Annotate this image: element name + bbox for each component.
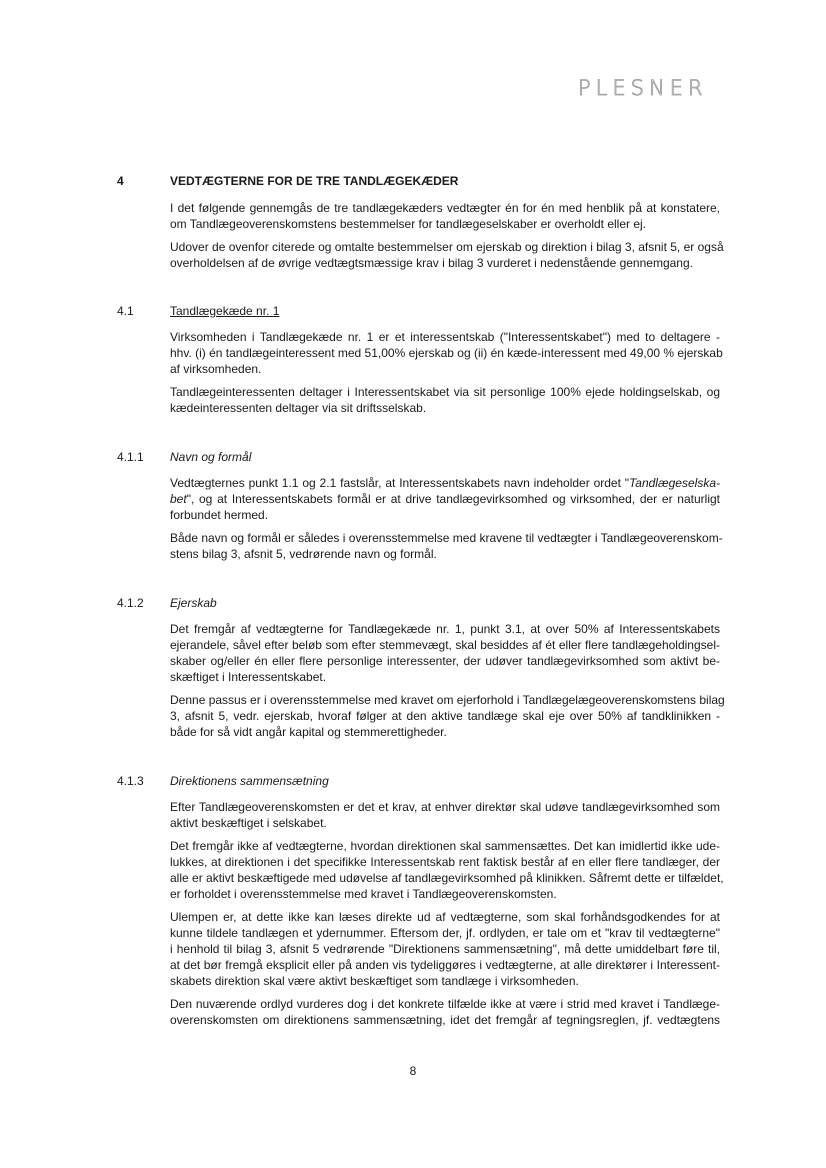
page-number: 8 <box>409 1064 417 1078</box>
text-line: at det bør fremgå eksplicit eller på anden vis tydeliggøres i vedtægterne, at alle direktører i Interessent- <box>170 958 720 972</box>
section-heading: Direktionens sammensætning <box>170 774 329 788</box>
paragraph <box>170 475 720 523</box>
text-line: af virksomheden. <box>170 362 262 376</box>
italic-text: bet <box>170 492 187 506</box>
text-line: I det følgende gennemgås de tre tandlægekæders vedtægter én for én med henblik på at konstatere, <box>170 201 720 215</box>
text-line: overholdelsen af de øvrige vedtægtsmæssige krav i bilag 3 vurderet i nedenstående gennemgang. <box>170 256 693 270</box>
section-number: 4.1.1 <box>117 450 144 464</box>
paragraph <box>170 530 723 562</box>
text-line: ejerandele, såvel efter beløb som efter stemmevægt, skal besiddes af ét eller flere tandlægeholdingsel- <box>170 638 720 652</box>
paragraph <box>170 329 723 377</box>
italic-text: Tandlægeselska- <box>629 476 720 490</box>
text-line <box>170 491 720 507</box>
section-number: 4 <box>117 174 124 188</box>
text-line: aktivt beskæftiget i selskabet. <box>170 816 327 830</box>
paragraph <box>170 200 720 232</box>
paragraph <box>170 384 720 416</box>
section-heading: Tandlægekæde nr. 1 <box>170 304 280 318</box>
text-line: Efter Tandlægeoverenskomsten er det et krav, at enhver direktør skal udøve tandlægevirksomhed som <box>170 800 720 814</box>
text-segment: ", og at Interessentskabets formål er at drive tandlægevirksomhed og virksomhed, der er naturligt <box>186 492 720 506</box>
text-line: lukkes, at direktionen i det specifikke Interessentskab rent faktisk består af en eller flere tandlæger, der <box>170 855 720 869</box>
paragraph <box>170 692 725 740</box>
text-segment: Vedtægternes punkt 1.1 og 2.1 fastslår, at Interessentskabets navn indeholder ordet " <box>170 476 630 490</box>
plesner-logo: PLESNER <box>578 76 708 100</box>
text-line: kædeinteressenten deltager via sit driftsselskab. <box>170 401 427 415</box>
text-line: Virksomheden i Tandlægekæde nr. 1 er et interessentskab ("Interessentskabet") med to deltagere - <box>170 330 720 344</box>
section-heading: Ejerskab <box>170 596 217 610</box>
paragraph <box>170 239 724 271</box>
text-line: Det fremgår af vedtægterne for Tandlægekæde nr. 1, punkt 3.1, at over 50% af Interessentskabets <box>170 622 720 636</box>
text-line: skæftiget i Interessentskabet. <box>170 670 327 684</box>
text-line: alle er aktivt beskæftigede med udøvelse af tandlægevirksomhed på klinikken. Såfremt dette er tilfældet, <box>170 871 724 885</box>
text-line: stens bilag 3, afsnit 5, vedrørende navn og formål. <box>170 547 437 561</box>
text-line <box>170 1012 720 1028</box>
paragraph <box>170 621 720 685</box>
text-line: er forholdet i overensstemmelse med kravet i Tandlægeoverenskomsten. <box>170 887 557 901</box>
text-line: Udover de ovenfor citerede og omtalte bestemmelser om ejerskab og direktion i bilag 3, afsnit 5, er også <box>170 240 724 254</box>
text-line: Den nuværende ordlyd vurderes dog i det konkrete tilfælde ikke at være i strid med kravet i Tandlæge- <box>170 997 720 1011</box>
section-number: 4.1 <box>117 304 134 318</box>
text-line: Ulempen er, at dette ikke kan læses direkte ud af vedtægterne, som skal forhåndsgodkendes for at <box>170 910 720 924</box>
section-heading: VEDTÆGTERNE FOR DE TRE TANDLÆGEKÆDER <box>170 174 459 188</box>
text-segment: overenskomsten om direktionens sammensætning, idet det fremgår af tegningsreglen, jf. vedtægtens <box>170 1013 720 1027</box>
text-line <box>170 475 720 491</box>
text-line: både for så vidt angår kapital og stemmerettigheder. <box>170 725 447 739</box>
section-heading: Navn og formål <box>170 450 252 464</box>
text-line: Det fremgår ikke af vedtægterne, hvordan direktionen skal sammensættes. Det kan imidlertid ikke ude- <box>170 839 720 853</box>
section-number: 4.1.2 <box>117 596 144 610</box>
text-line: skaber og/eller én eller flere personlige interessenter, der udøver tandlægevirksomhed som aktivt be- <box>170 654 720 668</box>
text-line: Både navn og formål er således i overensstemmelse med kravene til vedtægter i Tandlægeoverenskom- <box>170 531 723 545</box>
paragraph <box>170 996 720 1028</box>
paragraph <box>170 838 724 902</box>
paragraph <box>170 799 720 831</box>
text-line: om Tandlægeoverenskomstens bestemmelser for tandlægeselskaber er overholdt eller ej. <box>170 217 647 231</box>
text-line: 3, afsnit 5, vedr. ejerskab, hvoraf følger at den aktive tandlæge skal eje over 50% af tandklinikken - <box>170 709 720 723</box>
text-line: Tandlægeinteressenten deltager i Interessentskabet via sit personlige 100% ejede holdingselskab, og <box>170 385 720 399</box>
text-line: skabets direktion skal være aktivt beskæftiget som tandlæge i virksomheden. <box>170 974 579 988</box>
text-line: i henhold til bilag 3, afsnit 5 vedrørende "Direktionens sammensætning", må dette umiddelbart føre til, <box>170 942 720 956</box>
text-line: hhv. (i) én tandlægeinteressent med 51,00% ejerskab og (ii) én kæde-interessent med 49,00 % ejerskab <box>170 346 723 360</box>
text-line: forbundet hermed. <box>170 508 269 522</box>
section-number: 4.1.3 <box>117 774 144 788</box>
paragraph <box>170 909 720 989</box>
text-line: Denne passus er i overensstemmelse med kravet om ejerforhold i Tandlægelægeoverenskomstens bilag <box>170 693 725 707</box>
text-line: kunne tildele tandlægen et ydernummer. Eftersom der, jf. ordlyden, er tale om et "krav til vedtægterne" <box>170 926 720 940</box>
